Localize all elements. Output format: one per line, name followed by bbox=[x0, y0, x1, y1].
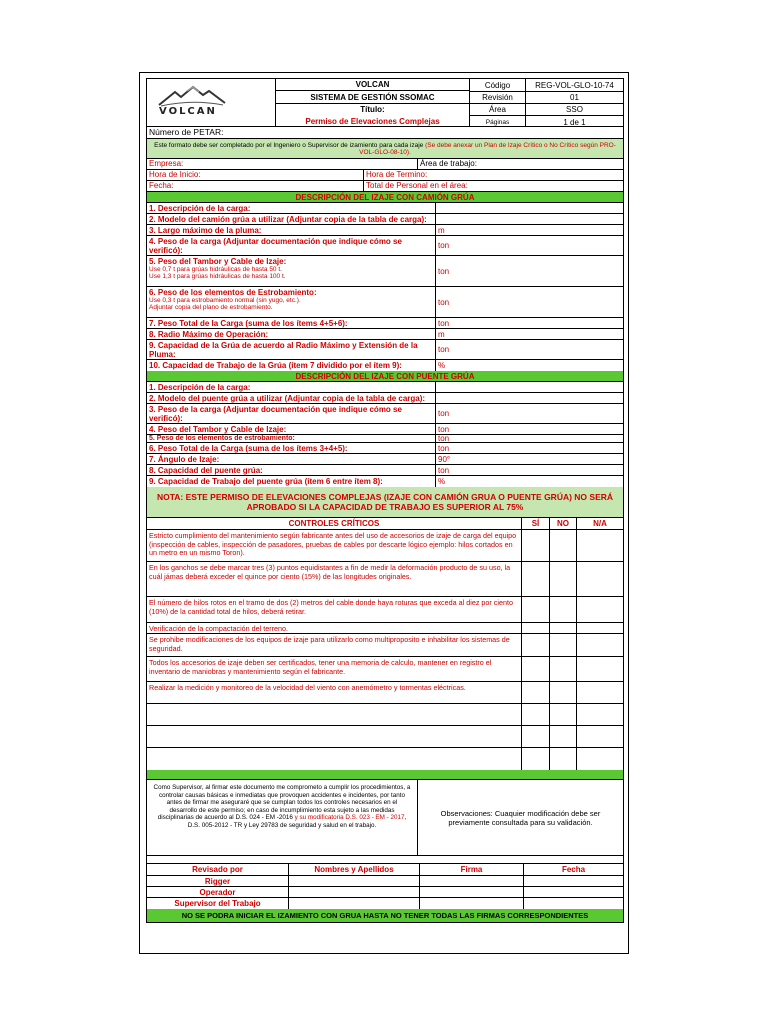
crane-item-label: 6. Peso de los elementos de Estrobamiento: bbox=[149, 288, 317, 297]
instruction-row bbox=[147, 139, 623, 159]
control-check-si[interactable] bbox=[521, 726, 549, 747]
blank-row bbox=[147, 856, 623, 864]
general-row-hora bbox=[147, 170, 623, 181]
crane-item-row bbox=[147, 256, 623, 287]
bridge-item-label: 6. Peso Total de la Carga (suma de los ítems 3+4+5): bbox=[149, 443, 348, 453]
crane-item-unit[interactable]: m bbox=[435, 225, 623, 235]
instruction-black: Este formato debe ser completado por el Ingeniero o Supervisor de izamiento para cada izaje bbox=[154, 142, 424, 149]
crane-item-label: 5. Peso del Tambor y Cable de Izaje: bbox=[149, 257, 287, 266]
control-row bbox=[147, 657, 623, 682]
control-check-si[interactable] bbox=[521, 530, 549, 561]
controls-title: CONTROLES CRÍTICOS bbox=[288, 519, 380, 528]
hora-termino-field[interactable]: Hora de Termino: bbox=[363, 170, 623, 180]
crane-item-row bbox=[147, 287, 623, 318]
control-row bbox=[147, 634, 623, 657]
signature-row bbox=[147, 887, 623, 898]
instruction-text bbox=[147, 139, 623, 156]
control-check-no[interactable] bbox=[549, 623, 576, 633]
meta-value: REG-VOL-GLO-10-74 bbox=[526, 79, 623, 92]
bridge-item-row bbox=[147, 435, 623, 443]
signature-date-field[interactable] bbox=[523, 876, 623, 886]
crane-item-label-cell bbox=[147, 287, 435, 317]
crane-item-unit[interactable]: ton bbox=[435, 236, 623, 255]
control-check-na[interactable] bbox=[576, 682, 623, 703]
header-center bbox=[275, 79, 469, 126]
commitment-end: , D.S. 005-2012 - TR y Ley 29783 de seguridad y salud en el trabajo. bbox=[187, 814, 407, 829]
col-no: NO bbox=[549, 518, 576, 529]
general-row-fecha bbox=[147, 181, 623, 192]
control-text: En los ganchos se debe marcar tres (3) puntos equidistantes a fin de medir la deformación producto de su uso, la cuál jámas deberá exceder el quince por ciento (15%) de las longitudes originales. bbox=[149, 563, 511, 581]
crane-item-note: Use 0,7 t para grúas hidráulicas de hasta 50 t. Use 1,3 t para grúas hidráulicas de hasta 100 t. bbox=[149, 266, 286, 280]
crane-item-row bbox=[147, 329, 623, 340]
crane-item-label: 10. Capacidad de Trabajo de la Grúa (ítem 7 dividido por el ítem 9): bbox=[149, 361, 402, 370]
title-label: Título: bbox=[360, 105, 385, 114]
control-text: El número de hilos rotos en el tramo de dos (2) metros del cable donde haya roturas que exceda al diez por ciento (10%) de la cantidad total de hilos, deberá retirar. bbox=[149, 598, 513, 616]
crane-item-unit[interactable]: ton bbox=[435, 340, 623, 359]
control-check-no[interactable] bbox=[549, 748, 576, 770]
control-row bbox=[147, 597, 623, 623]
bridge-item-unit[interactable]: ton bbox=[435, 424, 623, 434]
crane-item-unit[interactable] bbox=[435, 214, 623, 224]
hora-inicio-field[interactable]: Hora de Inicio: bbox=[149, 170, 201, 179]
total-personal-field[interactable]: Total de Personal en el área: bbox=[363, 181, 623, 191]
crane-item-unit[interactable]: % bbox=[435, 360, 623, 371]
footer-warning: NO SE PODRA INICIAR EL IZAMIENTO CON GRUA HASTA NO TENER TODAS LAS FIRMAS CORRESPONDIENTES bbox=[147, 909, 623, 922]
control-check-na[interactable] bbox=[576, 634, 623, 656]
meta-value: SSO bbox=[526, 104, 623, 116]
control-check-si[interactable] bbox=[521, 748, 549, 770]
signature-sign-field[interactable] bbox=[419, 876, 523, 886]
meta-label: Área bbox=[470, 104, 525, 116]
crane-item-row bbox=[147, 236, 623, 256]
bridge-item-label: 9. Capacidad de Trabajo del puente grúa (ítem 6 entre ítem 8): bbox=[149, 477, 383, 486]
signature-date-field[interactable] bbox=[523, 887, 623, 897]
bridge-item-unit[interactable]: ton bbox=[435, 443, 623, 453]
bridge-section-title: DESCRIPCIÓN DEL IZAJE CON PUENTE GRÚA bbox=[147, 371, 623, 382]
crane-item-label: 1. Descripción de la carga: bbox=[149, 204, 251, 213]
control-row bbox=[147, 704, 623, 726]
permit-form-grid bbox=[146, 78, 624, 923]
control-rows bbox=[147, 530, 623, 770]
crane-item-row bbox=[147, 203, 623, 214]
crane-item-label-cell bbox=[147, 225, 435, 235]
signature-row bbox=[147, 876, 623, 887]
control-check-na[interactable] bbox=[576, 704, 623, 725]
meta-label: Revisión bbox=[470, 92, 525, 104]
control-check-na[interactable] bbox=[576, 657, 623, 681]
area-trabajo-field[interactable]: Área de trabajo: bbox=[417, 159, 623, 169]
sig-col-firma: Firma bbox=[419, 864, 523, 875]
crane-item-label: 3. Largo máximo de la pluma: bbox=[149, 226, 262, 235]
meta-value: 1 de 1 bbox=[563, 117, 586, 126]
control-text bbox=[147, 748, 521, 770]
crane-item-unit[interactable] bbox=[435, 203, 623, 213]
signature-role: Supervisor del Trabajo bbox=[174, 899, 261, 908]
control-check-na[interactable] bbox=[576, 748, 623, 770]
control-check-na[interactable] bbox=[576, 726, 623, 747]
green-divider bbox=[147, 770, 623, 780]
signature-name-field[interactable] bbox=[288, 898, 419, 909]
crane-item-label-cell bbox=[147, 329, 435, 339]
capacity-note: NOTA: ESTE PERMISO DE ELEVACIONES COMPLEJAS (IZAJE CON CAMIÓN GRUA O PUENTE GRÚA) NO SERÁ APROBADO SI LA CAPACIDAD DE TRABAJO ES SUPERIOR AL 75% bbox=[147, 487, 623, 518]
bridge-item-row bbox=[147, 454, 623, 465]
control-check-no[interactable] bbox=[549, 634, 576, 656]
meta-labels bbox=[469, 79, 525, 126]
control-check-si[interactable] bbox=[521, 623, 549, 633]
bridge-item-row bbox=[147, 404, 623, 424]
petar-row[interactable] bbox=[147, 127, 623, 139]
crane-item-label: 7. Peso Total de la Carga (suma de los ítems 4+5+6): bbox=[149, 319, 348, 328]
control-row bbox=[147, 530, 623, 562]
control-text: Todos los accesorios de izaje deben ser certificados, tener una memoria de calculo, mantener en registro el inventario de maniobras y mantenimiento según el fabricante. bbox=[149, 658, 492, 676]
crane-item-label-cell bbox=[147, 214, 435, 224]
crane-item-row bbox=[147, 340, 623, 360]
permit-form-page bbox=[139, 72, 629, 954]
control-check-na[interactable] bbox=[576, 562, 623, 596]
crane-item-label-cell bbox=[147, 340, 435, 359]
crane-item-label: 8. Radio Máximo de Operación: bbox=[149, 330, 269, 339]
control-check-si[interactable] bbox=[521, 704, 549, 725]
control-check-no[interactable] bbox=[549, 597, 576, 622]
mountain-logo-icon bbox=[147, 79, 275, 126]
crane-item-label: 4. Peso de la carga (Adjuntar documentación que indique cómo se verificó): bbox=[149, 237, 402, 255]
bridge-item-label: 8. Capacidad del puente grúa: bbox=[149, 465, 263, 475]
crane-rows bbox=[147, 203, 623, 371]
control-row bbox=[147, 726, 623, 748]
system-name: SISTEMA DE GESTIÓN SSOMAC bbox=[276, 91, 469, 104]
control-text bbox=[147, 726, 521, 747]
sig-col-fecha: Fecha bbox=[523, 864, 623, 875]
signature-sign-field[interactable] bbox=[419, 887, 523, 897]
crane-item-row bbox=[147, 214, 623, 225]
fecha-field[interactable]: Fecha: bbox=[149, 181, 174, 190]
bridge-rows bbox=[147, 382, 623, 487]
crane-item-note: Use 0,3 t para estrobamiento normal (sin yugo, etc.). Adjuntar copia del plano de estrobamiento. bbox=[149, 297, 301, 311]
crane-item-label-cell bbox=[147, 318, 435, 328]
signature-header bbox=[147, 864, 623, 876]
crane-item-row bbox=[147, 225, 623, 236]
bridge-item-label: 7. Ángulo de Izaje: bbox=[149, 454, 220, 464]
commitment-black: Como Supervisor, al firmar este documento me comprometo a cumplir los procedimientos, a controlar causas básicas e inmediatas que provoquen accidentes e incidentes, por tanto antes de firmar me aseguraré que se cumplan todos los controles necesarios en el desarrollo de este permiso; en caso de incumplimiento esta sujeto a las medidas disciplinarias de acuerdo al D.S. 024 - EM -2016 bbox=[153, 784, 411, 822]
crane-item-unit[interactable]: ton bbox=[435, 256, 623, 286]
bridge-item-unit[interactable]: ton bbox=[435, 465, 623, 475]
crane-item-row bbox=[147, 360, 623, 371]
form-header bbox=[147, 79, 623, 127]
bridge-item-label: 2. Modelo del puente grúa a utilizar (Adjuntar copia de la tabla de carga): bbox=[149, 393, 426, 403]
control-text bbox=[147, 704, 521, 725]
crane-item-label: 9. Capacidad de la Grúa de acuerdo al Radio Máximo y Extensión de la Pluma: bbox=[149, 341, 418, 359]
col-si: SÍ bbox=[521, 518, 549, 529]
control-check-na[interactable] bbox=[576, 597, 623, 622]
bridge-item-label: 3. Peso de la carga (Adjuntar documentación que indique cómo se verificó): bbox=[149, 404, 402, 423]
crane-item-label-cell bbox=[147, 203, 435, 213]
control-text: Realizar la medición y monitoreo de la velocidad del viento con anemómetro y tormentas eléctricas. bbox=[149, 683, 466, 692]
control-check-na[interactable] bbox=[576, 530, 623, 561]
bridge-item-unit[interactable]: ton bbox=[435, 404, 623, 423]
control-row bbox=[147, 748, 623, 770]
bridge-item-row bbox=[147, 465, 623, 476]
control-check-na[interactable] bbox=[576, 623, 623, 633]
form-title: Permiso de Elevaciones Complejas bbox=[305, 116, 440, 126]
commitment-row bbox=[147, 780, 623, 856]
crane-item-label-cell bbox=[147, 256, 435, 286]
sig-col-nombres: Nombres y Apellidos bbox=[288, 864, 419, 875]
control-check-si[interactable] bbox=[521, 634, 549, 656]
control-check-no[interactable] bbox=[549, 682, 576, 703]
crane-item-label-cell bbox=[147, 236, 435, 255]
general-row-empresa bbox=[147, 159, 623, 170]
control-check-no[interactable] bbox=[549, 530, 576, 561]
meta-label: Código bbox=[470, 79, 525, 92]
bridge-item-unit[interactable] bbox=[435, 393, 623, 403]
control-row bbox=[147, 682, 623, 704]
controls-header bbox=[147, 518, 623, 530]
meta-value: 01 bbox=[526, 92, 623, 104]
control-row bbox=[147, 562, 623, 597]
signature-name-field[interactable] bbox=[288, 876, 419, 886]
petar-label: Número de PETAR: bbox=[149, 127, 224, 137]
signature-date-field[interactable] bbox=[523, 898, 623, 909]
signature-role: Rigger bbox=[204, 876, 231, 886]
control-text: Se prohibe modificaciones de los equipos de izaje para utilizarlo como multiproposito e inhabilitar los sistemas de seguridad. bbox=[149, 635, 510, 653]
col-na: N/A bbox=[576, 518, 623, 529]
observations: Observaciones: Cuaquier modificación debe ser previamente consultada para su validación. bbox=[417, 780, 623, 855]
control-check-si[interactable] bbox=[521, 597, 549, 622]
company-logo bbox=[147, 79, 275, 126]
bridge-item-row bbox=[147, 443, 623, 454]
signature-name-field[interactable] bbox=[288, 887, 419, 897]
instruction-red: (Se debe anexar un Plan de Izaje Crítico o No Crítico según PRO-VOL-GLO-08-10). bbox=[359, 142, 616, 156]
bridge-item-row bbox=[147, 476, 623, 487]
signature-sign-field[interactable] bbox=[419, 898, 523, 909]
bridge-item-row bbox=[147, 382, 623, 393]
crane-item-unit[interactable]: ton bbox=[435, 318, 623, 328]
meta-values bbox=[525, 79, 623, 126]
bridge-item-unit[interactable]: % bbox=[435, 476, 623, 487]
empresa-field[interactable]: Empresa: bbox=[149, 159, 184, 168]
bridge-item-row bbox=[147, 424, 623, 435]
control-check-no[interactable] bbox=[549, 704, 576, 725]
bridge-item-label: 5. Peso de los elementos de estrobamiento: bbox=[149, 435, 295, 442]
control-text: Verificación de la compactación del terreno. bbox=[149, 624, 289, 633]
bridge-item-unit[interactable]: 90° bbox=[435, 454, 623, 464]
control-check-no[interactable] bbox=[549, 726, 576, 747]
bridge-item-row bbox=[147, 393, 623, 404]
logo-text: VOLCAN bbox=[159, 106, 217, 117]
crane-item-row bbox=[147, 318, 623, 329]
commitment-red: y su modificatoria D.S. 023 - EM - 2017 bbox=[294, 814, 405, 822]
sig-col-revisado: Revisado por bbox=[192, 865, 243, 874]
control-text: Estricto cumplimiento del mantenimiento según fabricante antes del uso de accesorios de izaje de carga del equipo (inspección de cables, inspección de pasadores, pruebas de cables por descarte lógico ejemplo: hilos cortados en un metro en un mismo Toron). bbox=[149, 531, 517, 557]
crane-item-label-cell bbox=[147, 360, 435, 371]
commitment-text bbox=[147, 780, 417, 855]
bridge-item-unit[interactable] bbox=[435, 382, 623, 392]
signature-rows bbox=[147, 876, 623, 909]
control-row bbox=[147, 623, 623, 634]
bridge-item-label: 1. Descripción de la carga: bbox=[149, 382, 251, 392]
control-check-si[interactable] bbox=[521, 657, 549, 681]
crane-section-title: DESCRIPCIÓN DEL IZAJE CON CAMIÓN GRÚA bbox=[147, 192, 623, 203]
control-check-si[interactable] bbox=[521, 682, 549, 703]
company-name: VOLCAN bbox=[276, 79, 469, 91]
crane-item-unit[interactable]: ton bbox=[435, 287, 623, 317]
bridge-item-unit[interactable]: ton bbox=[435, 435, 623, 442]
signature-row bbox=[147, 898, 623, 909]
control-check-no[interactable] bbox=[549, 657, 576, 681]
control-check-no[interactable] bbox=[549, 562, 576, 596]
crane-item-unit[interactable]: m bbox=[435, 329, 623, 339]
bridge-item-label: 4. Peso del Tambor y Cable de Izaje: bbox=[149, 424, 287, 434]
crane-item-label: 2. Modelo del camión grúa a utilizar (Adjuntar copia de la tabla de carga): bbox=[149, 215, 427, 224]
signature-role: Operador bbox=[199, 887, 236, 897]
meta-label: Páginas bbox=[485, 118, 510, 126]
control-check-si[interactable] bbox=[521, 562, 549, 596]
